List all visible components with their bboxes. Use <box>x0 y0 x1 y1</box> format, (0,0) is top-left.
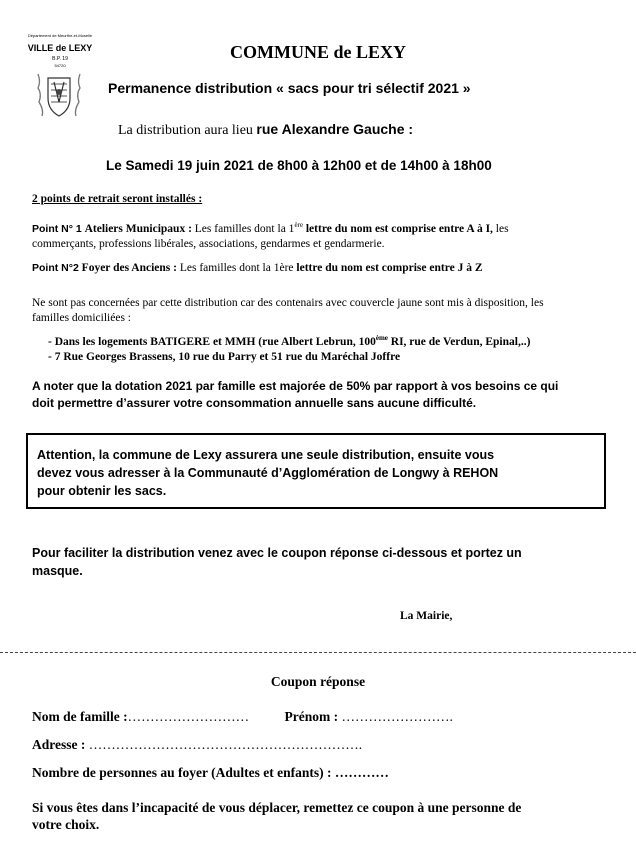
point-2-label: Point N°2 <box>32 262 79 274</box>
attention-line3: pour obtenir les sacs. <box>37 484 167 498</box>
persons-label: Nombre de personnes au foyer (Adultes et enfants) : <box>32 765 332 780</box>
coat-of-arms-icon <box>34 72 84 120</box>
exclusion-line1: Ne sont pas concernées par cette distribution car des contenairs avec couvercle jaune sont mis à disposition, les <box>32 297 544 309</box>
point-1-label: Point N° 1 <box>32 223 82 235</box>
attention-box <box>26 433 606 509</box>
points-heading: 2 points de retrait seront installés : <box>32 193 203 205</box>
allocation-note-line2: doit permettre d’assurer votre consommation annuelle sans aucune difficulté. <box>32 396 477 410</box>
allocation-note <box>32 378 558 412</box>
page-subtitle: Permanence distribution « sacs pour tri sélectif 2021 » <box>108 80 471 96</box>
persons-field[interactable]: ………… <box>334 765 389 780</box>
coupon-footer <box>32 799 521 833</box>
address-label: Adresse : <box>32 737 86 752</box>
coupon-footer-line2: votre choix. <box>32 817 100 832</box>
location-line <box>118 121 413 139</box>
point-2-place: Foyer des Anciens : <box>81 262 177 274</box>
coupon-footer-line1: Si vous êtes dans l’incapacité de vous déplacer, remettez ce coupon à une personne de <box>32 800 522 815</box>
location-street: rue Alexandre Gauche : <box>256 121 414 137</box>
coupon-title: Coupon réponse <box>270 674 366 689</box>
first-name-field[interactable]: ……………………. <box>341 709 453 724</box>
exclusion-list <box>48 335 530 365</box>
page-title: COMMUNE de LEXY <box>230 42 406 62</box>
date-line: Le Samedi 19 juin 2021 de 8h00 à 12h00 et de 14h00 à 18h00 <box>106 158 492 173</box>
logo-bp: B.P. 19 <box>52 56 68 62</box>
attention-line1: Attention, la commune de Lexy assurera une seule distribution, ensuite vous <box>37 448 495 462</box>
address-field[interactable]: ……………………………………………………. <box>88 737 363 752</box>
point-1-line2: commerçants, professions libérales, associations, gendarmes et gendarmerie. <box>32 238 385 250</box>
facilitate-line1: Pour faciliter la distribution venez avec le coupon réponse ci-dessous et portez un <box>32 546 522 560</box>
coupon-address-row <box>32 737 362 753</box>
attention-line2: devez vous adresser à la Communauté d’Agglomération de Longwy à REHON <box>37 466 499 480</box>
family-name-label: Nom de famille : <box>32 709 128 724</box>
point-1 <box>32 222 622 252</box>
logo-department: Département de Meurthe-et-Moselle <box>27 33 93 38</box>
point-1-text-a: Les familles dont la 1 <box>194 223 295 235</box>
exclusion-item-2: - 7 Rue Georges Brassens, 10 rue du Parry et 51 rue du Maréchal Joffre <box>48 351 401 363</box>
location-prefix: La distribution aura lieu <box>118 123 253 138</box>
exclusion-text <box>32 296 544 326</box>
point-2-text-a: Les familles dont la 1ère <box>179 262 294 274</box>
point-1-sup: ère <box>294 221 303 230</box>
family-name-field[interactable]: ……………………… <box>127 709 250 724</box>
coupon-persons-row <box>32 765 389 781</box>
facilitate-line2: masque. <box>32 564 83 578</box>
exclusion-item-1: - Dans les logements BATIGERE et MMH (rue Albert Lebrun, 100ème RI, rue de Verdun, Epinal,..) <box>48 334 531 348</box>
allocation-note-line1: A noter que la dotation 2021 par famille est majorée de 50% par rapport à vos besoins ce qui <box>32 379 559 393</box>
point-1-text-b: lettre du nom est comprise entre A à I, <box>305 223 493 235</box>
point-2 <box>32 262 483 274</box>
first-name-label: Prénom : <box>284 709 339 724</box>
logo-postcode: 54720 <box>54 63 66 68</box>
point-1-place: Ateliers Municipaux : <box>84 223 192 235</box>
point-2-text-b: lettre du nom est comprise entre J à Z <box>296 262 483 274</box>
facilitate-note <box>32 544 522 580</box>
exclusion-line2: familles domiciliées : <box>32 312 132 324</box>
coupon-name-row <box>32 709 453 725</box>
point-1-text-c: les <box>495 223 509 235</box>
cut-line <box>0 652 636 653</box>
logo-city-name: VILLE de LEXY <box>27 43 93 53</box>
signature: La Mairie, <box>400 610 453 622</box>
